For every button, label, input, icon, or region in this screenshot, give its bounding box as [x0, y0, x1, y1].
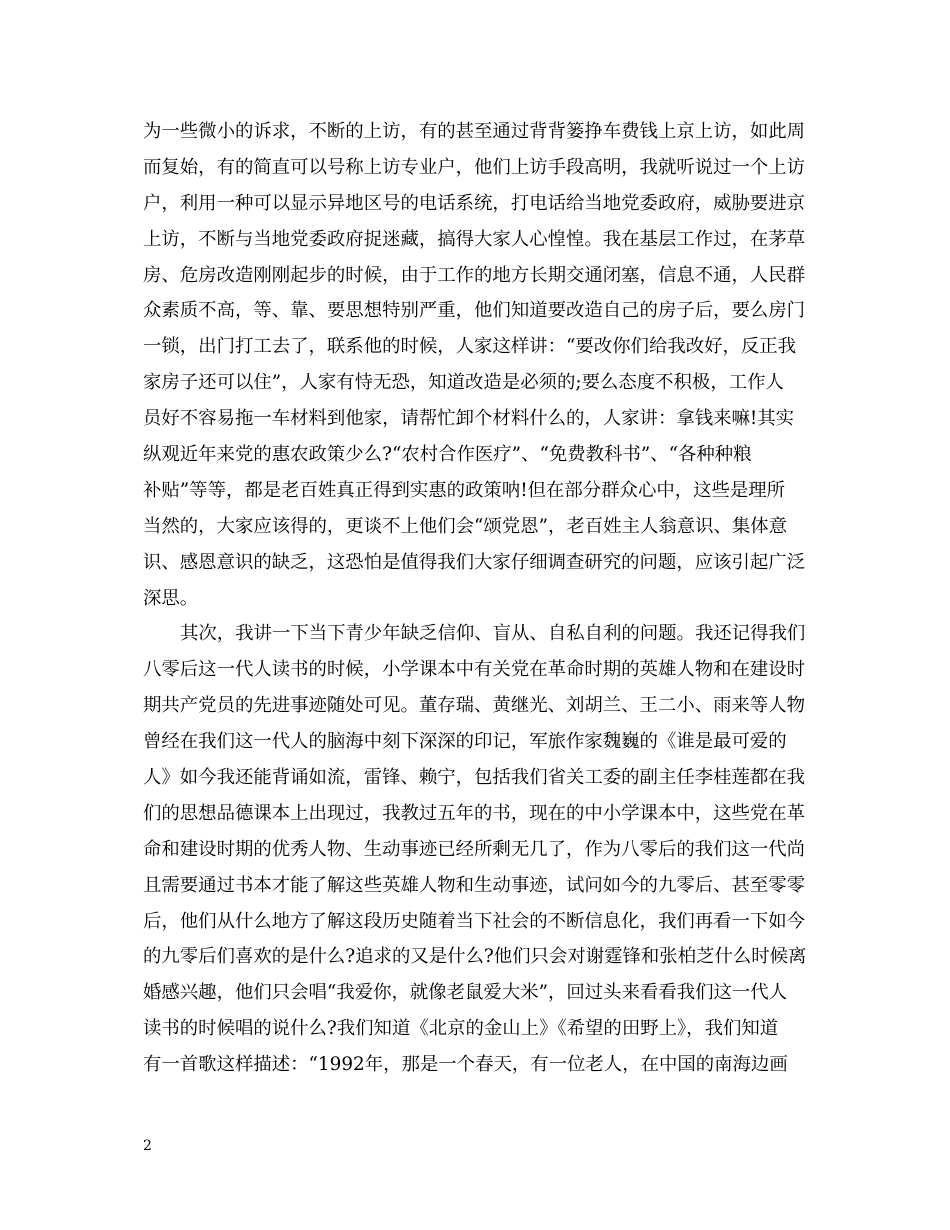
text-line: 人》如今我还能背诵如流，雷锋、赖宁，包括我们省关工委的副主任李桂莲都在我	[143, 767, 806, 789]
text-line: 补贴”等等，都是老百姓真正得到实惠的政策呐!但在部分群众心中，这些是理所	[143, 479, 786, 501]
page-number: 2	[143, 1138, 152, 1154]
text-line: 婚感兴趣，他们只会唱“我爱你，就像老鼠爱大米”，回过头来看看我们这一代人	[143, 982, 788, 1004]
text-line: 且需要通过书本才能了解这些英雄人物和生动事迹，试问如今的九零后、甚至零零	[143, 874, 806, 896]
text-line: 们的思想品德课本上出现过，我教过五年的书，现在的中小学课本中，这些党在革	[143, 802, 806, 824]
text-line: 当然的，大家应该得的，更谈不上他们会“颂党恩”，老百姓主人翁意识、集体意	[143, 515, 788, 537]
body-text	[143, 114, 811, 1083]
text-line: 众素质不高，等、靠、要思想特别严重，他们知道要改造自己的房子后，要么房门	[143, 300, 806, 322]
text-line: 一锁，出门打工去了，联系他的时候，人家这样讲：“要改你们给我改好，反正我	[143, 336, 797, 358]
text-line: 户，利用一种可以显示异地区号的电话系统，打电话给当地党委政府，威胁要进京	[143, 192, 806, 214]
text-line: 房、危房改造刚刚起步的时候，由于工作的地方长期交通闭塞，信息不通，人民群	[143, 264, 806, 286]
text-line: 员好不容易拖一车材料到他家，请帮忙卸个材料什么的，人家讲：拿钱来嘛!其实	[143, 408, 795, 430]
text-line: 期共产党员的先进事迹随处可见。董存瑞、黄继光、刘胡兰、王二小、雨来等人物	[143, 695, 806, 717]
text-line: 深思。	[143, 587, 199, 609]
text-line: 纵观近年来党的惠农政策少么?“农村合作医疗”、“免费教科书”、“各种种粮	[143, 444, 752, 466]
text-line: 命和建设时期的优秀人物、生动事迹已经所剩无几了，作为八零后的我们这一代尚	[143, 838, 806, 860]
text-line: 有一首歌这样描述：“1992年，那是一个春天，有一位老人，在中国的南海边画	[143, 1054, 788, 1076]
text-line: 家房子还可以住”，人家有恃无恐，知道改造是必须的;要么态度不积极，工作人	[143, 372, 784, 394]
text-line: 读书的时候唱的说什么?我们知道《北京的金山上》《希望的田野上》，我们知道	[143, 1018, 779, 1040]
text-line: 为一些微小的诉求，不断的上访，有的甚至通过背背篓挣车费钱上京上访，如此周	[143, 121, 806, 142]
text-line: 后，他们从什么地方了解这段历史随着当下社会的不断信息化，我们再看一下如今	[143, 910, 806, 932]
paragraph-first-line: 其次，我讲一下当下青少年缺乏信仰、盲从、自私自利的问题。我还记得我们	[180, 623, 806, 645]
text-line: 曾经在我们这一代人的脑海中刻下深深的印记，军旅作家魏巍的《谁是最可爱的	[143, 731, 787, 753]
text-line: 而复始，有的简直可以号称上访专业户，他们上访手段高明，我就听说过一个上访	[143, 156, 806, 178]
text-line: 八零后这一代人读书的时候，小学课本中有关党在革命时期的英雄人物和在建设时	[143, 659, 806, 681]
text-line: 上访，不断与当地党委政府捉迷藏，搞得大家人心惶惶。我在基层工作过，在茅草	[143, 228, 806, 250]
text-line: 的九零后们喜欢的是什么?追求的又是什么?他们只会对谢霆锋和张柏芝什么时候离	[143, 946, 807, 968]
text-line: 识、感恩意识的缺乏，这恐怕是值得我们大家仔细调查研究的问题，应该引起广泛	[143, 551, 806, 573]
